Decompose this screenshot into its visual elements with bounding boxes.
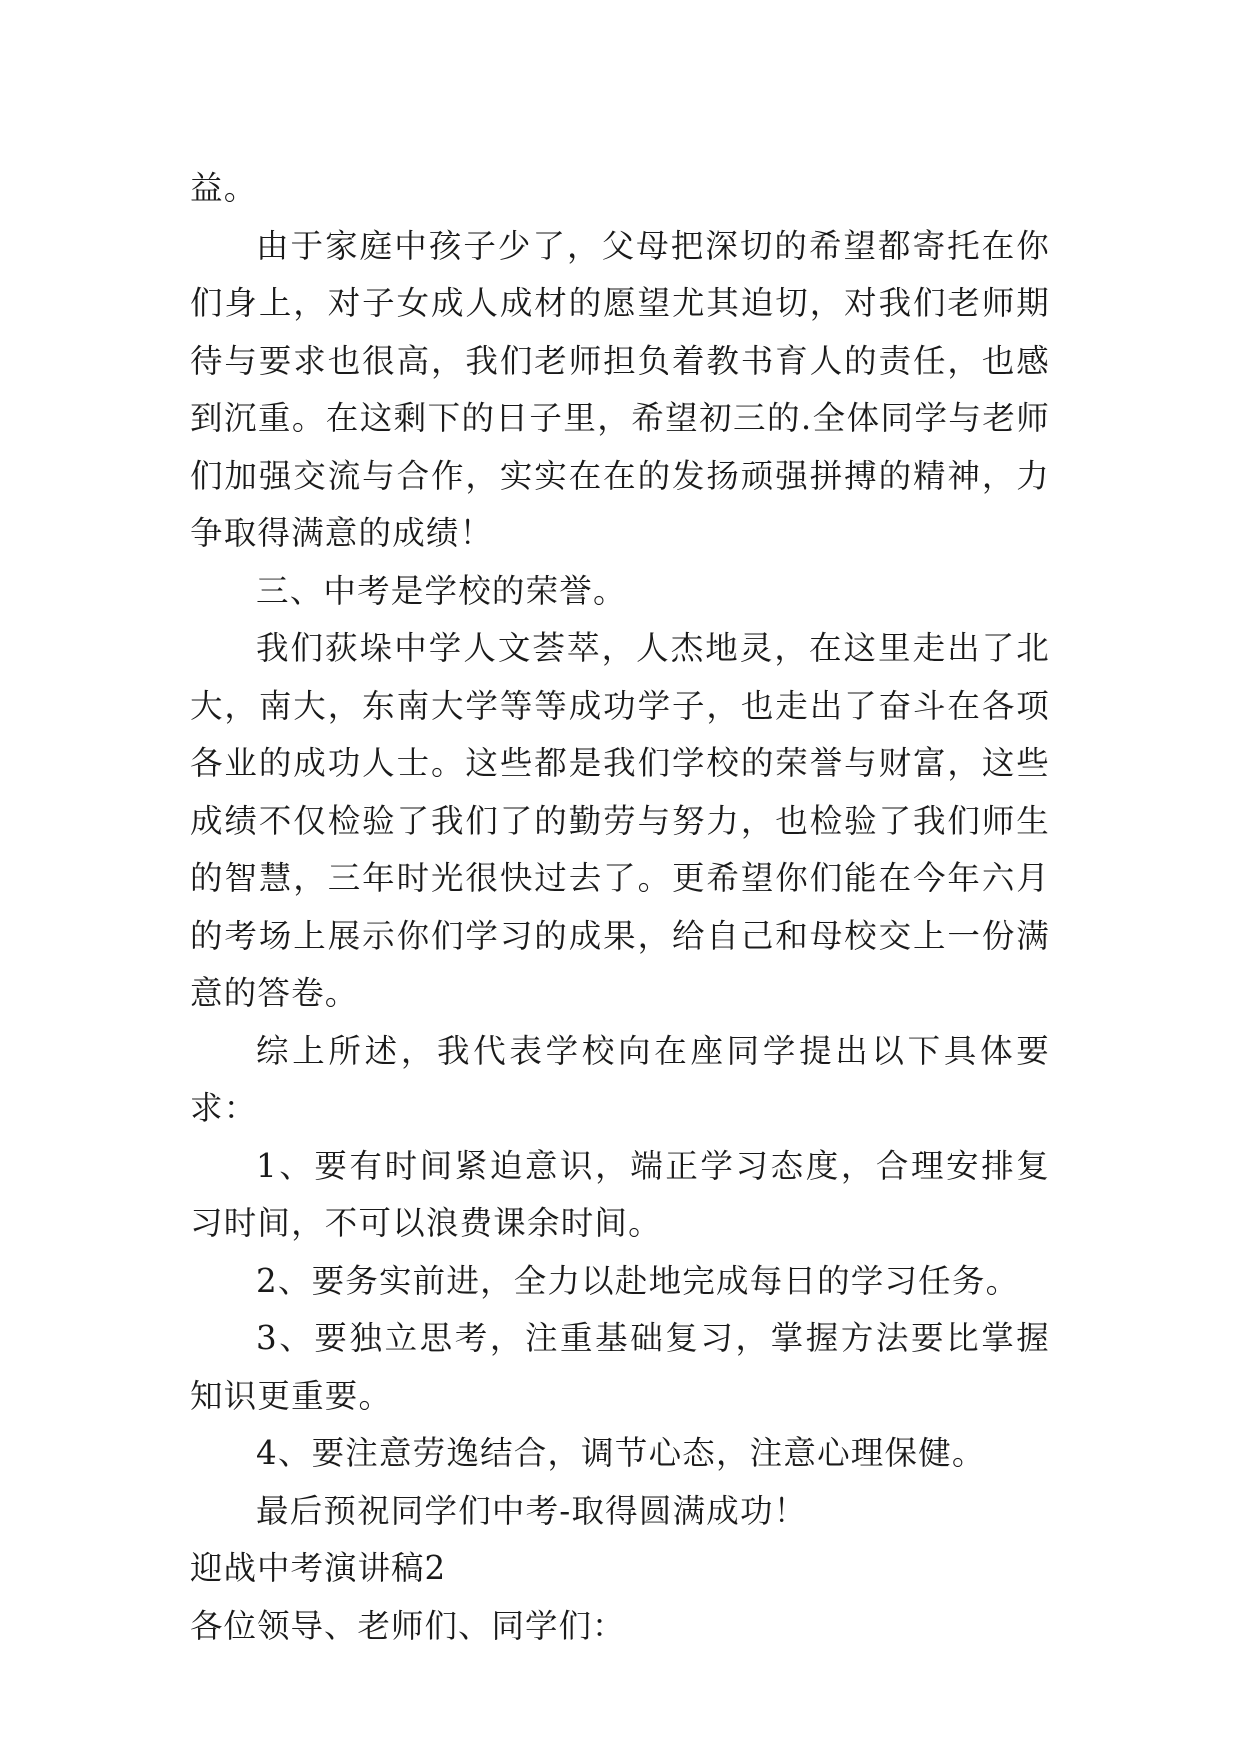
section-title: 迎战中考演讲稿2 [190,1549,447,1587]
paragraph-requirement-2: 2、要务实前进，全力以赴地完成每日的学习任务。 [256,1261,1020,1300]
paragraph-family-hopes: 由于家庭中孩子少了，父母把深切的希望都寄托在你们身上，对子女成人成材的愿望尤其迫切，对我们老师期待与要求也很高，我们老师担负着教书育人的责任，也感到沉重。在这剩下的日子里，希望初三的.全体同学与老师们加强交流与合作，实实在在的发扬顽强拼搏的精神，力争取得满意的成绩！ [190,226,1050,552]
paragraph-heading-three: 三、中考是学校的荣誉。 [256,571,627,610]
paragraph-school-honor: 我们荻垛中学人文荟萃，人杰地灵，在这里走出了北大，南大，东南大学等等成功学子，也走出了奋斗在各项各业的成功人士。这些都是我们学校的荣誉与财富，这些成绩不仅检验了我们了的勤劳与努力，也检验了我们师生的智慧，三年时光很快过去了。更希望你们能在今年六月的考场上展示你们学习的成果，给自己和母校交上一份满意的答卷。 [190,629,1050,1012]
paragraph-requirement-3: 3、要独立思考，注重基础复习，掌握方法要比掌握知识更重要。 [190,1319,1050,1415]
paragraph-requirement-1: 1、要有时间紧迫意识，端正学习态度，合理安排复习时间，不可以浪费课余时间。 [190,1146,1050,1242]
paragraph-requirement-4: 4、要注意劳逸结合，调节心态，注意心理保健。 [256,1434,986,1472]
paragraph-continuation: 益。 [190,169,258,207]
document-body [190,160,1050,1655]
paragraph-summary: 综上所述，我代表学校向在座同学提出以下具体要求： [190,1031,1050,1127]
salutation: 各位领导、老师们、同学们： [190,1606,626,1645]
paragraph-closing-wish: 最后预祝同学们中考-取得圆满成功！ [256,1491,808,1530]
